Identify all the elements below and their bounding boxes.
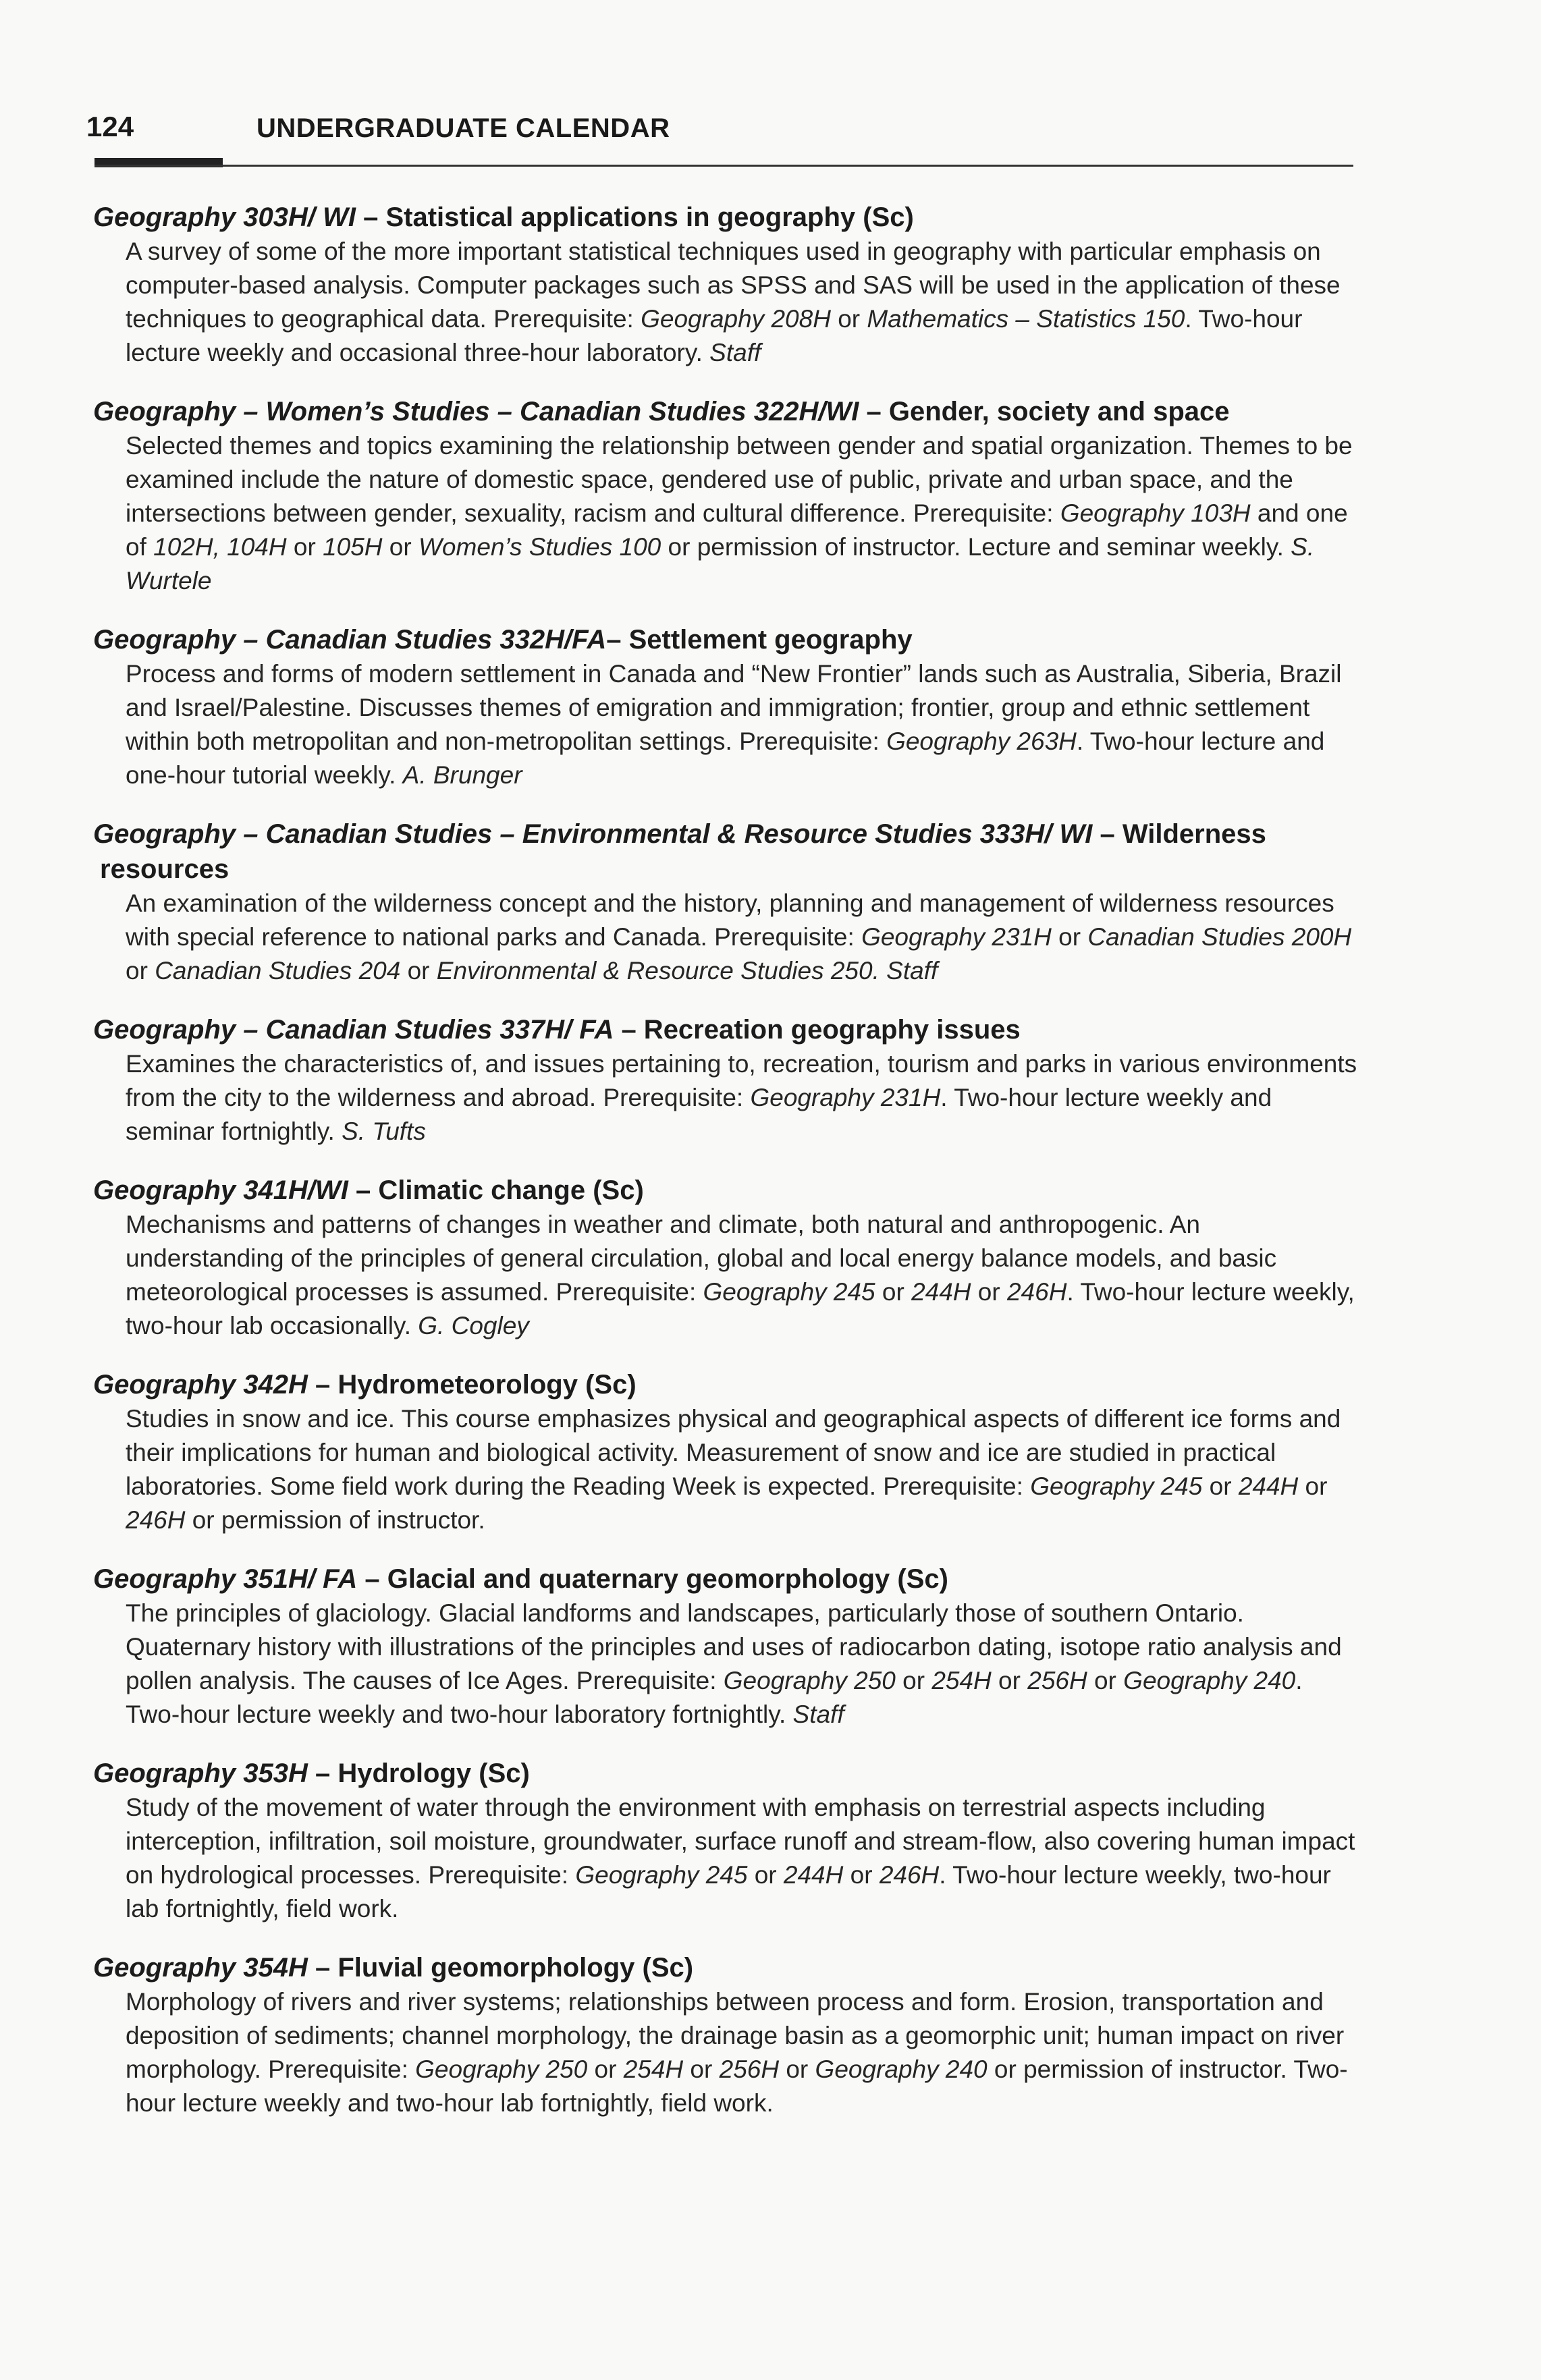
course-entry xyxy=(93,1950,1362,2120)
desc-text: or xyxy=(286,533,323,561)
desc-ref: Geography 240 xyxy=(815,2055,988,2083)
desc-ref: 102H, 104H xyxy=(153,533,287,561)
course-description xyxy=(93,1791,1362,1926)
desc-ref: 244H xyxy=(783,1861,844,1889)
desc-ref: Geography 231H xyxy=(861,923,1052,951)
desc-ref: Geography 208H xyxy=(641,305,831,333)
course-name: – Wilderness resources xyxy=(100,819,1266,884)
course-entry xyxy=(93,1012,1362,1149)
desc-text: or xyxy=(683,2055,720,2083)
desc-ref: Canadian Studies 200H xyxy=(1087,923,1352,951)
course-code: Geography 303H/ WI xyxy=(93,202,356,232)
desc-ref: 246H xyxy=(879,1861,940,1889)
course-code: Geography 351H/ FA xyxy=(93,1564,358,1594)
course-name: – Glacial and quaternary geomorphology (Sc) xyxy=(357,1564,948,1594)
course-name: – Hydrology (Sc) xyxy=(307,1759,530,1788)
desc-ref: 254H xyxy=(931,1667,992,1694)
desc-ref: Geography 231H xyxy=(750,1084,941,1111)
course-name: – Gender, society and space xyxy=(859,397,1230,426)
desc-text: or permission of instructor. Two-hour lecture weekly and two-hour lab fortnightly, field work. xyxy=(126,2055,1348,2117)
running-head: UNDERGRADUATE CALENDAR xyxy=(256,113,670,143)
desc-ref: Environmental & Resource Studies 250. Staff xyxy=(436,957,938,985)
course-description xyxy=(93,1985,1362,2120)
course-title xyxy=(93,1756,1362,1791)
desc-text: or permission of instructor. xyxy=(185,1506,485,1534)
desc-ref: Women’s Studies 100 xyxy=(418,533,661,561)
desc-text: or xyxy=(1051,923,1088,951)
desc-text: or xyxy=(875,1278,912,1306)
desc-instructor: A. Brunger xyxy=(402,761,522,789)
course-title xyxy=(93,1173,1362,1208)
desc-text: A survey of some of the more important statistical techniques used in geography with particular emphasis on computer-based analysis. Computer packages such as SPSS and SAS will be used in the application of these techniques to geographical data. Prerequisite: xyxy=(126,238,1341,333)
course-name: – Recreation geography issues xyxy=(614,1015,1021,1045)
desc-ref: 246H xyxy=(1006,1278,1067,1306)
desc-text: . Two-hour lecture weekly and seminar fortnightly. xyxy=(126,1084,1272,1145)
course-name: – Fluvial geomorphology (Sc) xyxy=(307,1953,694,1983)
desc-ref: 256H xyxy=(1027,1667,1087,1694)
course-entry xyxy=(93,1173,1362,1343)
course-name: – Hydrometeorology (Sc) xyxy=(307,1370,637,1400)
desc-text: or xyxy=(830,305,867,333)
course-description xyxy=(93,657,1362,792)
desc-ref: Geography 245 xyxy=(703,1278,875,1306)
course-entry xyxy=(93,817,1362,988)
course-title xyxy=(93,1561,1362,1597)
course-name: – Settlement geography xyxy=(606,625,913,655)
desc-text: Studies in snow and ice. This course emphasizes physical and geographical aspects of different ice forms and their implications for human and biological activity. Measurement of snow and ice are studied in practical laboratories. Some field work during the Reading Week is expected. Prerequisite: xyxy=(126,1405,1341,1500)
course-title xyxy=(93,200,1362,235)
desc-text: or xyxy=(971,1278,1007,1306)
course-entry xyxy=(93,200,1362,370)
desc-text: . Two-hour lecture weekly, two-hour lab fortnightly, field work. xyxy=(126,1861,1331,1922)
desc-ref: Geography 263H xyxy=(886,727,1077,755)
desc-text: Process and forms of modern settlement in Canada and “New Frontier” lands such as Australia, Siberia, Brazil and Israel/Palestine. Discusses themes of emigration and immigration; frontier, group and ethnic settlement within both metropolitan and non-metropolitan settings. Prerequisite: xyxy=(126,660,1342,755)
desc-text: Examines the characteristics of, and issues pertaining to, recreation, tourism and parks in various environments from the city to the wilderness and abroad. Prerequisite: xyxy=(126,1050,1357,1111)
desc-ref: 256H xyxy=(719,2055,780,2083)
course-title xyxy=(93,394,1362,429)
course-description xyxy=(93,1047,1362,1149)
desc-ref: Geography 250 xyxy=(723,1667,896,1694)
course-title xyxy=(93,817,1362,887)
desc-text: or xyxy=(400,957,437,985)
desc-text: and one of xyxy=(126,499,1348,561)
desc-text: Selected themes and topics examining the relationship between gender and spatial organization. Themes to be examined include the nature of domestic space, gendered use of public, private and urban space, and the intersections between gender, sexuality, racism and cultural difference. Prerequisite: xyxy=(126,432,1353,527)
desc-instructor: S. Wurtele xyxy=(126,533,1315,594)
course-title xyxy=(93,1367,1362,1402)
course-entry xyxy=(93,394,1362,598)
course-code: Geography 341H/WI xyxy=(93,1175,348,1205)
course-title xyxy=(93,1012,1362,1047)
course-name: – Climatic change (Sc) xyxy=(348,1175,644,1205)
course-entry xyxy=(93,1367,1362,1537)
desc-ref: 246H xyxy=(126,1506,186,1534)
desc-text: . Two-hour lecture and one-hour tutorial weekly. xyxy=(126,727,1325,789)
desc-text: or xyxy=(126,957,155,985)
desc-ref: 244H xyxy=(911,1278,971,1306)
desc-text: or xyxy=(843,1861,880,1889)
course-code: Geography – Canadian Studies – Environmental & Resource Studies 333H/ WI xyxy=(93,819,1093,849)
desc-text: Mechanisms and patterns of changes in weather and climate, both natural and anthropogenic. An understanding of the principles of general circulation, global and local energy balance models, and basic meteorological processes is assumed. Prerequisite: xyxy=(126,1211,1277,1306)
desc-text: The principles of glaciology. Glacial landforms and landscapes, particularly those of southern Ontario. Quaternary history with illustrations of the principles and uses of radiocarbon dating, isotope ratio analysis and pollen analysis. The causes of Ice Ages. Prerequisite: xyxy=(126,1599,1342,1694)
desc-instructor: G. Cogley xyxy=(418,1312,529,1339)
course-title xyxy=(93,1950,1362,1985)
desc-ref: 254H xyxy=(623,2055,684,2083)
course-list xyxy=(93,200,1362,2144)
desc-instructor: Staff xyxy=(792,1700,844,1728)
desc-text: or xyxy=(587,2055,624,2083)
course-description xyxy=(93,887,1362,988)
course-code: Geography – Canadian Studies 337H/ FA xyxy=(93,1015,614,1045)
desc-text: or xyxy=(779,2055,815,2083)
desc-text: or xyxy=(895,1667,932,1694)
course-entry xyxy=(93,1561,1362,1732)
desc-ref: Geography 240 xyxy=(1123,1667,1296,1694)
desc-ref: Geography 245 xyxy=(575,1861,748,1889)
page-number: 124 xyxy=(86,111,134,142)
course-description xyxy=(93,1597,1362,1732)
course-description xyxy=(93,235,1362,370)
desc-ref: Mathematics – Statistics 150 xyxy=(867,305,1185,333)
desc-text: or xyxy=(1087,1667,1124,1694)
desc-ref: Canadian Studies 204 xyxy=(155,957,401,985)
desc-text: Study of the movement of water through the environment with emphasis on terrestrial aspects including interception, infiltration, soil moisture, groundwater, surface runoff and stream-flow, also covering human impact on hydrological processes. Prerequisite: xyxy=(126,1794,1355,1889)
desc-instructor: S. Tufts xyxy=(342,1117,426,1145)
course-description xyxy=(93,429,1362,598)
course-code: Geography – Canadian Studies 332H/FA xyxy=(93,625,607,655)
desc-text: or xyxy=(1298,1472,1328,1500)
course-code: Geography 353H xyxy=(93,1759,308,1788)
desc-text: or xyxy=(747,1861,784,1889)
page-header xyxy=(86,105,1355,170)
course-code: Geography 354H xyxy=(93,1953,308,1983)
desc-text: . Two-hour lecture weekly and two-hour laboratory fortnightly. xyxy=(126,1667,1303,1728)
desc-ref: 244H xyxy=(1238,1472,1299,1500)
desc-ref: 105H xyxy=(323,533,383,561)
course-description xyxy=(93,1208,1362,1343)
desc-text: Morphology of rivers and river systems; relationships between process and form. Erosion, transportation and deposition of sediments; channel morphology, the drainage basin as a geomorphic unit; human impact on river morphology. Prerequisite: xyxy=(126,1988,1345,2083)
course-code: Geography – Women’s Studies – Canadian Studies 322H/WI xyxy=(93,397,859,426)
desc-text: . Two-hour lecture weekly and occasional three-hour laboratory. xyxy=(126,305,1303,366)
desc-ref: Geography 250 xyxy=(415,2055,588,2083)
desc-ref: Geography 245 xyxy=(1030,1472,1203,1500)
desc-instructor: Staff xyxy=(709,339,761,366)
desc-ref: Geography 103H xyxy=(1060,499,1251,527)
course-description xyxy=(93,1402,1362,1537)
desc-text: or permission of instructor. Lecture and seminar weekly. xyxy=(661,533,1291,561)
course-title xyxy=(93,622,1362,657)
desc-text: or xyxy=(382,533,418,561)
desc-text: An examination of the wilderness concept and the history, planning and management of wilderness resources with special reference to national parks and Canada. Prerequisite: xyxy=(126,889,1334,951)
header-rule xyxy=(94,165,1353,167)
course-entry xyxy=(93,1756,1362,1926)
desc-text: or xyxy=(1202,1472,1239,1500)
desc-text: or xyxy=(991,1667,1028,1694)
course-entry xyxy=(93,622,1362,792)
desc-text: . Two-hour lecture weekly, two-hour lab occasionally. xyxy=(126,1278,1355,1339)
course-code: Geography 342H xyxy=(93,1370,308,1400)
course-name: – Statistical applications in geography (Sc) xyxy=(355,202,914,232)
